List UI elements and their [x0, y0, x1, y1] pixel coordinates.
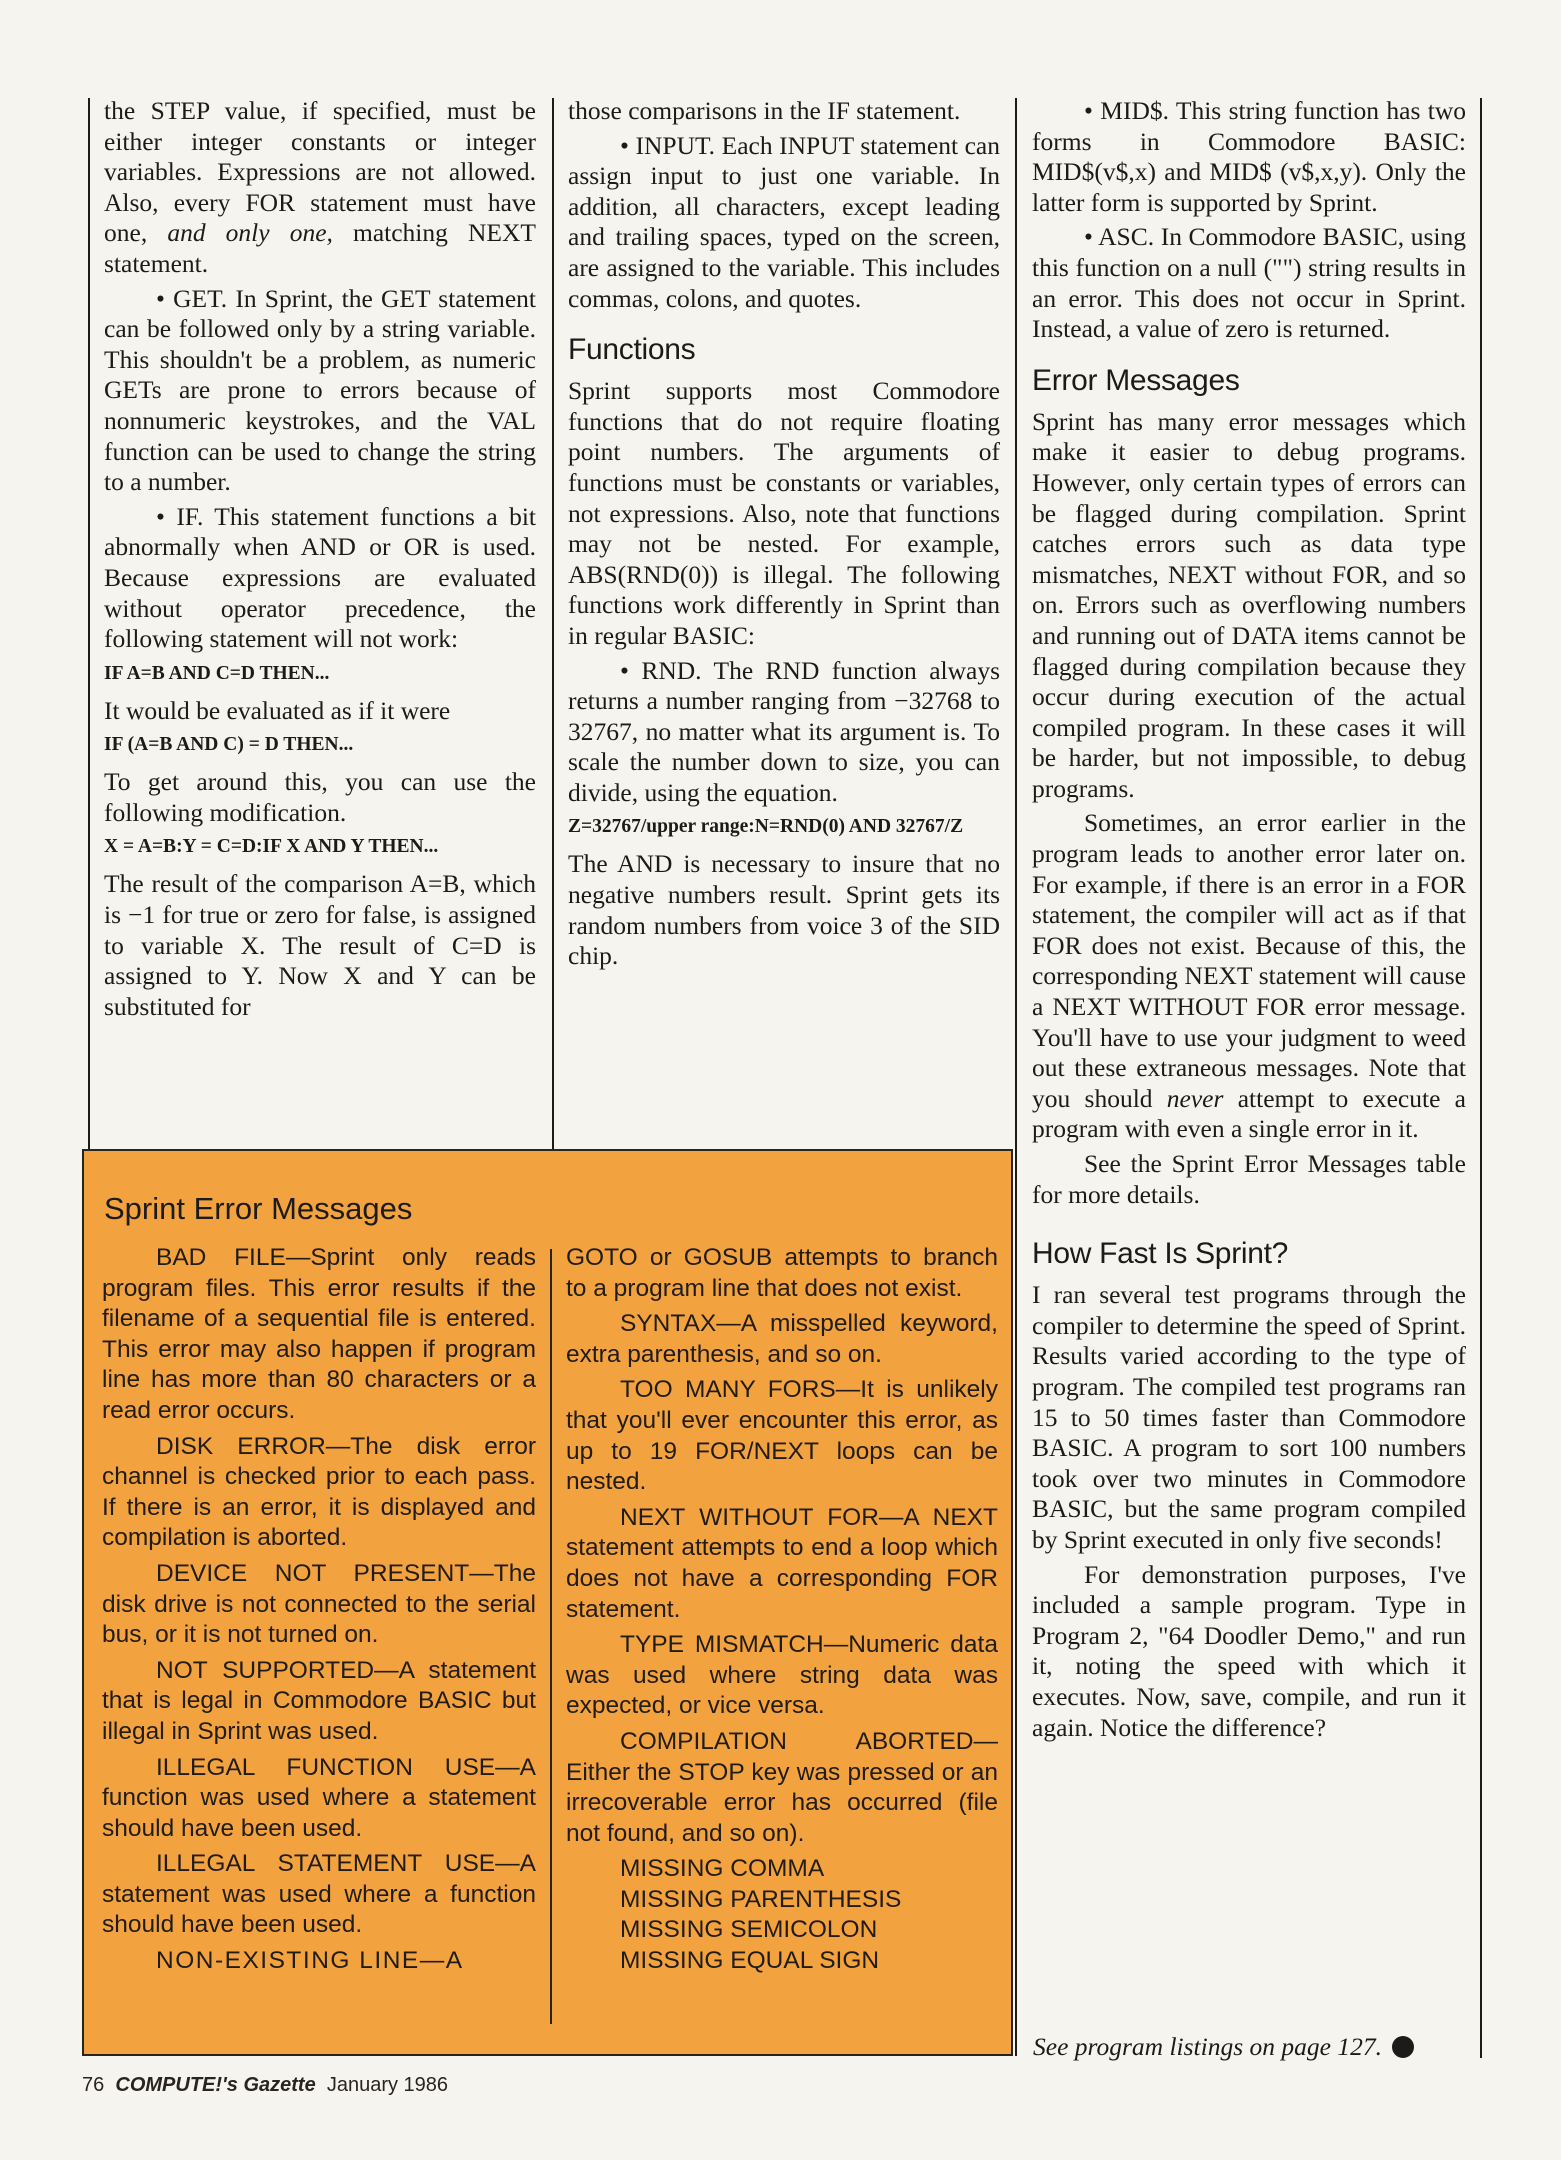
- error-illegal-function-use: ILLEGAL FUNCTION USE—A function was used where a statement should have been used.: [102, 1753, 536, 1842]
- error-disk-error: DISK ERROR—The disk error channel is checked prior to each pass. If there is an error, it is displayed and compilation is aborted.: [102, 1432, 536, 1552]
- error-missing-comma: MISSING COMMA: [620, 1855, 825, 1883]
- end-of-article-icon: [1392, 2036, 1414, 2058]
- col1-paragraph-result: The result of the comparison A=B, which is −1 for true or zero for false, is assigned to variable X. The result of C=D is assigned to Y. Now X and Y can be substituted for: [104, 869, 536, 1021]
- col3-paragraph-demo: For demonstration purposes, I've included a sample program. Type in Program 2, "64 Doodler Demo," and run it, noting the speed with which it executes. Now, save, compile, and run it again. Notice the difference?: [1032, 1559, 1466, 1742]
- column-rule-far-right: [1480, 98, 1482, 2058]
- column-rule-middle: [552, 98, 554, 1150]
- endnote-text: See program listings on page 127.: [1033, 2032, 1382, 2061]
- column-rule-left: [88, 98, 90, 1150]
- col1-paragraph-evaluated: It would be evaluated as if it were: [104, 695, 451, 725]
- sidebar-left-column: [102, 1243, 536, 1982]
- sidebar-right-column: [566, 1243, 998, 1977]
- col1-paragraph-if: • IF. This statement functions a bit abnormally when AND or OR is used. Because expressions are evaluated without operator precedence, the following statement will not work:: [104, 501, 536, 654]
- error-not-supported: NOT SUPPORTED—A statement that is legal in Commodore BASIC but illegal in Sprint was used.: [102, 1656, 536, 1745]
- col3-paragraph-mid: • MID$. This string function has two forms in Commodore BASIC: MID$(v$,x) and MID$ (v$,x,y). Only the latter form is supported by Sprint.: [1032, 96, 1466, 217]
- code-line-2: IF (A=B AND C) = D THEN...: [104, 734, 354, 756]
- col2-paragraph-input: • INPUT. Each INPUT statement can assign input to just one variable. In addition, all characters, except leading and trailing spaces, typed on the screen, are assigned to the variable. This includes commas, colons, and quotes.: [568, 130, 1000, 313]
- error-device-not-present: DEVICE NOT PRESENT—The disk drive is not connected to the serial bus, or it is not turned on.: [102, 1559, 536, 1649]
- column-1: [104, 96, 536, 1026]
- error-type-mismatch: TYPE MISMATCH—Numeric data was used where string data was expected, or vice versa.: [566, 1631, 998, 1720]
- sidebar-title: Sprint Error Messages: [104, 1191, 413, 1226]
- error-illegal-statement-use: ILLEGAL STATEMENT USE—A statement was used where a function should have been used.: [102, 1850, 536, 1939]
- col1-paragraph-get: • GET. In Sprint, the GET statement can be followed only by a string variable. This shouldn't be a problem, as numeric GETs are prone to errors because of nonnumeric keystrokes, and the VAL function can be used to change the string to a number.: [104, 283, 536, 497]
- col1-paragraph-workaround: To get around this, you can use the following modification.: [104, 767, 536, 827]
- col3-paragraph-see-table: See the Sprint Error Messages table for more details.: [1032, 1149, 1466, 1209]
- col2-paragraph-1: those comparisons in the IF statement.: [568, 96, 961, 125]
- sidebar-divider: [550, 1249, 552, 2024]
- issue-date: January 1986: [326, 2074, 449, 2096]
- code-line-rnd: Z=32767/upper range:N=RND(0) AND 32767/Z: [568, 816, 964, 838]
- error-too-many-fors: TOO MANY FORS—It is unlikely that you'll ever encounter this error, as up to 19 FOR/NEXT loops can be nested.: [566, 1376, 998, 1496]
- error-messages-heading: Error Messages: [1032, 363, 1240, 397]
- col3-paragraph-tests: I ran several test programs through the compiler to determine the speed of Sprint. Results varied according to the type of program. The compiled test programs ran 15 to 50 times faster than Commodore BASIC. A program to sort 100 numbers took over two minutes in Commodore BASIC, but the same program compiled by Sprint executed in only five seconds!: [1032, 1280, 1466, 1554]
- error-compilation-aborted: COMPILATION ABORTED—Either the STOP key was pressed or an irrecoverable error has occurred (file not found, and so on).: [566, 1727, 998, 1847]
- how-fast-heading: How Fast Is Sprint?: [1032, 1237, 1289, 1271]
- error-missing-equal-sign: MISSING EQUAL SIGN: [620, 1947, 880, 1975]
- col3-paragraph-errors: Sprint has many error messages which make it easier to debug programs. However, only certain types of errors can be flagged during compilation. Sprint catches errors such as data type mismatches, NEXT without FOR, and so on. Errors such as overflowing numbers and running out of DATA items cannot be flagged during compilation because they occur during execution of the actual compiled program. In these cases it will be harder, but not impossible, to debug programs.: [1032, 406, 1466, 803]
- col3-paragraph-asc: • ASC. In Commodore BASIC, using this function on a null ("") string results in an error. This does not occur in Sprint. Instead, a value of zero is returned.: [1032, 222, 1466, 344]
- page-number: 76: [82, 2074, 105, 2096]
- col2-paragraph-and: The AND is necessary to insure that no negative numbers result. Sprint gets its random numbers from voice 3 of the SID chip.: [568, 849, 1000, 971]
- magazine-name: COMPUTE!'s Gazette: [115, 2074, 316, 2096]
- error-syntax: SYNTAX—A misspelled keyword, extra parenthesis, and so on.: [566, 1310, 998, 1368]
- col3-paragraph-sometimes: Sometimes, an error earlier in the program leads to another error later on. For example, if there is an error in a FOR statement, the compiler will act as if that FOR does not exist. Because of this, the corresponding NEXT statement will cause a NEXT WITHOUT FOR error message. You'll have to use your judgment to weed out these extraneous messages. Note that you should never attempt to execute a program with even a single error in it.: [1032, 808, 1466, 1144]
- col1-paragraph-1: the STEP value, if specified, must be either integer constants or integer variables. Expressions are not allowed. Also, every FOR statement must have one, and only one, matching NEXT statement.: [104, 96, 536, 278]
- functions-heading: Functions: [568, 333, 696, 367]
- error-non-existing-line: NON-EXISTING LINE—A: [156, 1947, 464, 1975]
- error-next-without-for: NEXT WITHOUT FOR—A NEXT statement attempts to end a loop which does not have a corresponding FOR statement.: [566, 1503, 998, 1623]
- page-footer: [82, 2074, 448, 2097]
- sprint-error-messages-box: [82, 1149, 1013, 2056]
- column-rule-right: [1015, 98, 1017, 2056]
- error-missing-parenthesis: MISSING PARENTHESIS: [620, 1885, 902, 1913]
- column-2: [568, 96, 1000, 976]
- error-non-existing-line-cont: GOTO or GOSUB attempts to branch to a program line that does not exist.: [566, 1244, 998, 1302]
- column-3: [1032, 96, 1466, 1747]
- code-line-1: IF A=B AND C=D THEN...: [104, 662, 330, 684]
- program-listings-note: [1033, 2032, 1473, 2062]
- error-missing-semicolon: MISSING SEMICOLON: [620, 1916, 878, 1944]
- col2-paragraph-functions: Sprint supports most Commodore functions that do not require floating point numbers. The arguments of functions must be constants or variables, not expressions. Also, note that functions may not be nested. For example, ABS(RND(0)) is illegal. The following functions work differently in Sprint than in regular BASIC:: [568, 376, 1000, 650]
- col2-paragraph-rnd: • RND. The RND function always returns a number ranging from −32768 to 32767, no matter what its argument is. To scale the number down to size, you can divide, using the equation.: [568, 655, 1000, 807]
- code-line-3: X = A=B:Y = C=D:IF X AND Y THEN...: [104, 836, 439, 858]
- error-bad-file: BAD FILE—Sprint only reads program files. This error results if the filename of a sequential file is entered. This error may also happen if program line has more than 80 characters or a read error occurs.: [102, 1244, 536, 1424]
